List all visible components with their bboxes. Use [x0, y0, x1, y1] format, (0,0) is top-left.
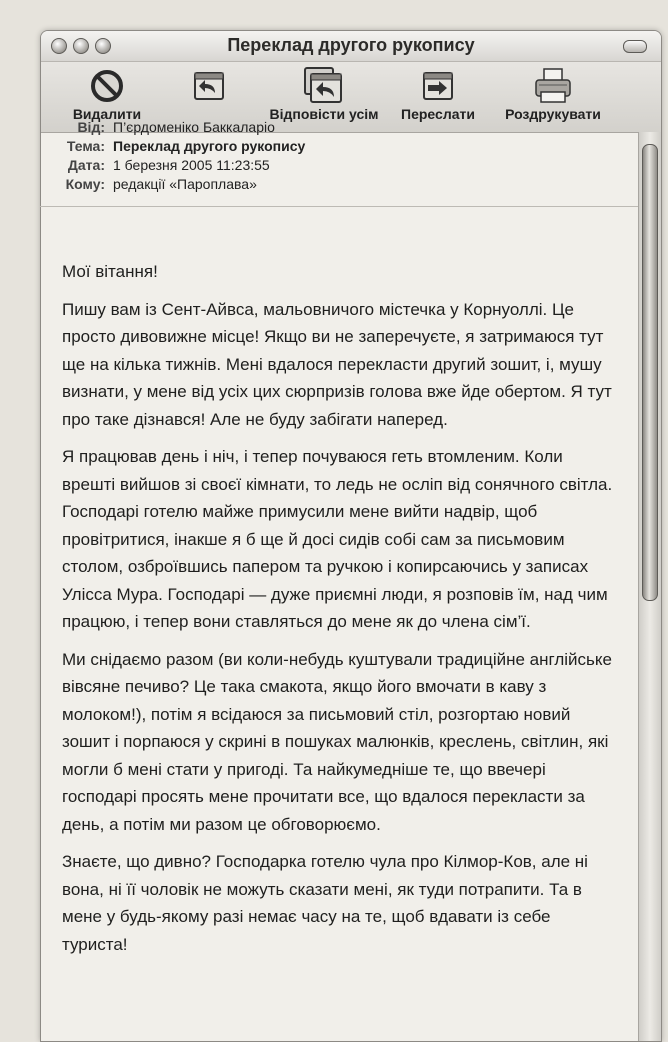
subject-label: Тема: — [66, 138, 105, 154]
delete-label: Видалити — [72, 106, 142, 122]
to-value: редакції «Пароплава» — [113, 176, 257, 192]
paragraph-2: Я працював день і ніч, і тепер почуваюся геть втомленим. Коли врешті вийшов зі своєї кімнати, то ледь не осліп від сонячного світла. Господарі готелю майже примусили мене вийти надвір, щоб провітритися, інакше я б ще й досі сидів собі сам за письмовим столом, озброївшись папером та ручкою і копирсаючись у записах Улісса Мура. Господарі — дуже приємні люди, я розповів їм, над чим працюю, і тепер вони ставляться до мене як до члена сім’ї. — [62, 447, 613, 631]
date-value: 1 березня 2005 11:23:55 — [113, 157, 270, 173]
message-body — [62, 258, 618, 968]
greeting: Мої вітання! — [62, 262, 158, 281]
reply-all-label: Відповісти усім — [269, 106, 379, 122]
paragraph-3: Ми снідаємо разом (ви коли-небудь куштували традиційне англійське вівсяне печиво? Це така смакота, якщо його вмочати в каву з молоком!), потім я всідаюся за письмовий стіл, розгортаю новий зошит і порпаюся у скрині в пошуках малюнків, креслень, світлин, які могли б мені стати у пригоді. Та найкумедніше те, що ввечері господарі просять мене прочитати все, що вдалося перекласти за день, а потім ми разом це обговорюємо. — [62, 649, 612, 834]
window-title: Переклад другого рукопису — [227, 35, 475, 55]
forward-label: Переслати — [401, 106, 475, 122]
toolbar-toggle-button[interactable] — [623, 40, 647, 53]
reply-icon — [191, 69, 227, 103]
from-label: Від: — [77, 119, 105, 135]
date-label: Дата: — [67, 157, 105, 173]
print-label: Роздрукувати — [505, 106, 601, 122]
paragraph-1: Пишу вам із Сент-Айвса, мальовничого містечка у Корнуоллі. Це просто дивовижне місце! Якщо ви не заперечуєте, я затримаюся тут ще на кілька тижнів. Мені вдалося перекласти другий зошит, і, мушу визнати, у мене від усіх цих сюрпризів голова вже йде обертом. Я тут про таке дізнався! Але не буду забігати наперед. — [62, 299, 612, 429]
paragraph-4: Знаєте, що дивно? Господарка готелю чула про Кілмор-Ков, але ні вона, ні її чоловік не можуть сказати мені, як туди потрапити. Та в мене у будь-якому разі немає часу на те, щоб вдавати із себе туриста! — [62, 852, 588, 954]
date-row — [40, 156, 638, 175]
from-value: П’єрдоменіко Баккаларіо — [113, 119, 275, 135]
subject-row — [40, 137, 638, 156]
to-label: Кому: — [65, 176, 105, 192]
forward-icon — [420, 69, 456, 103]
reply-button[interactable] — [184, 66, 234, 106]
title-bar — [41, 31, 661, 62]
subject-value: Переклад другого рукопису — [113, 138, 306, 154]
reply-all-icon — [303, 66, 345, 106]
scrollbar-thumb[interactable] — [642, 144, 658, 601]
printer-icon — [533, 67, 573, 105]
message-headers — [40, 110, 638, 207]
to-row — [40, 175, 638, 194]
from-row — [40, 118, 638, 137]
vertical-scrollbar[interactable] — [638, 132, 661, 1041]
no-entry-icon — [90, 69, 124, 103]
